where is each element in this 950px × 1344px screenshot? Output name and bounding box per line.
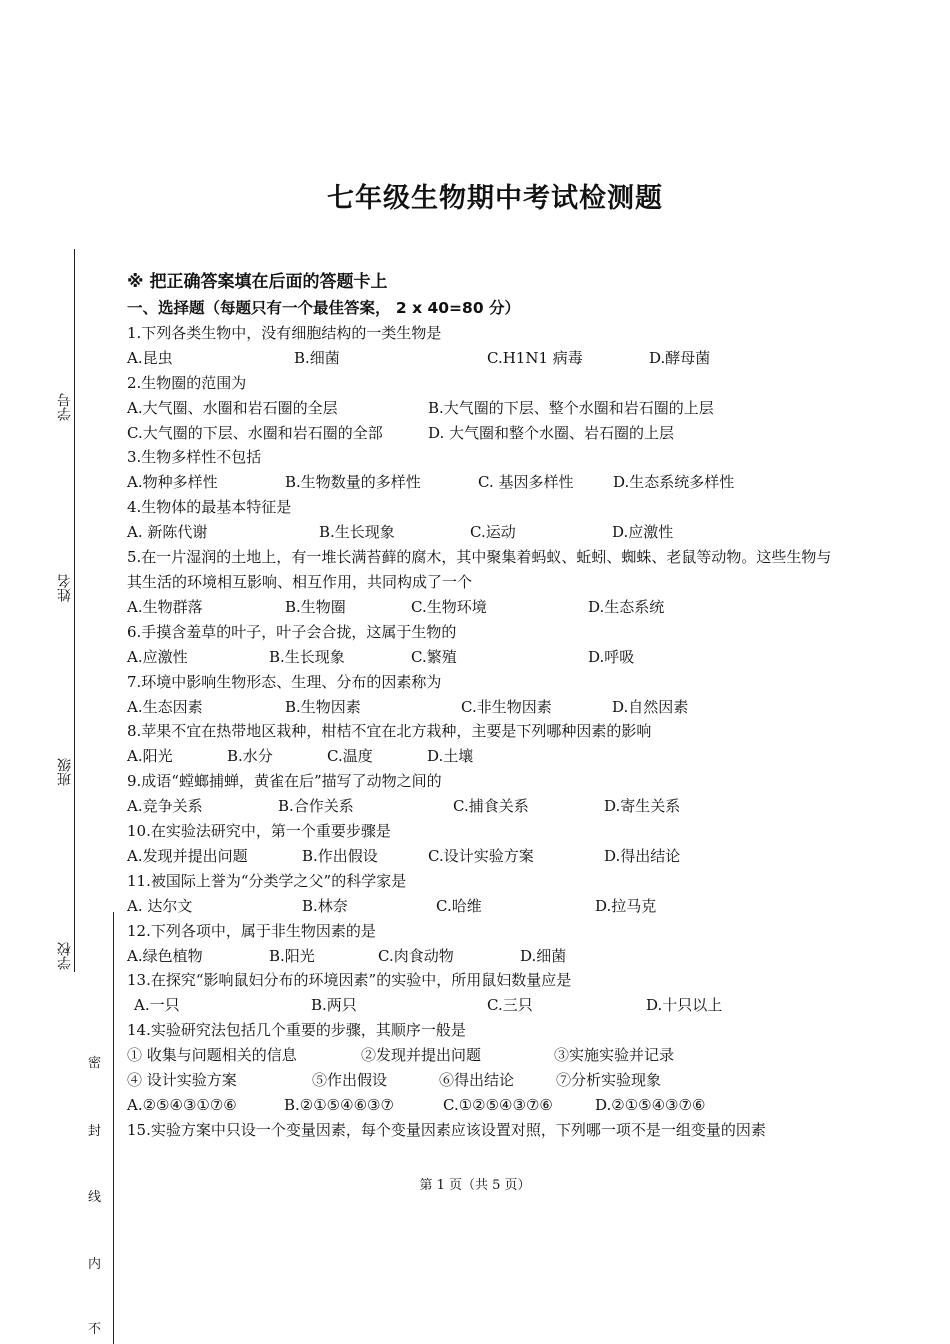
option-b: B.水分 — [227, 747, 273, 766]
question-13: 13.在探究“影响鼠妇分布的环境因素”的实验中，所用鼠妇数量应是 — [127, 971, 572, 990]
option-b: B.生长现象 — [319, 523, 395, 542]
option-b: B.生物圈 — [285, 597, 346, 616]
option-c: C.设计实验方案 — [428, 846, 534, 865]
option-d: D.呼吸 — [588, 647, 635, 666]
option-d: D.应激性 — [612, 523, 674, 542]
option-a: A. 达尔文 — [127, 896, 193, 915]
step-2: ②发现并提出问题 — [361, 1046, 482, 1065]
option-d: D.土壤 — [427, 747, 474, 766]
option-d: D.十只以上 — [646, 996, 723, 1015]
steps-14a — [127, 1043, 832, 1068]
option-b: B.生物因素 — [285, 697, 361, 716]
options-2 — [127, 396, 832, 421]
section-heading: 一、选择题（每题只有一个最佳答案， 2 x 40=80 分） — [127, 299, 520, 317]
option-d: D.②①⑤④③⑦⑥ — [595, 1096, 706, 1114]
options-5 — [127, 595, 832, 620]
step-6: ⑥得出结论 — [439, 1071, 515, 1090]
option-a: A.大气圈、水圈和岩石圈的全层 — [127, 398, 338, 417]
question-10: 10.在实验法研究中，第一个重要步骤是 — [127, 822, 391, 841]
steps-14b — [127, 1068, 832, 1093]
question-11: 11.被国际上誉为“分类学之父”的科学家是 — [127, 871, 407, 890]
options-14 — [127, 1093, 832, 1118]
option-c: C. 基因多样性 — [478, 473, 574, 492]
option-c: C.哈维 — [436, 896, 482, 915]
step-5: ⑤作出假设 — [312, 1071, 388, 1090]
question-12: 12.下列各项中，属于非生物因素的是 — [127, 921, 376, 940]
option-a: A.阳光 — [127, 747, 173, 766]
option-a: A.生物群落 — [127, 597, 203, 616]
answer-notice: ※ 把正确答案填在后面的答题卡上 — [127, 272, 388, 292]
option-a: A.竞争关系 — [127, 797, 203, 816]
option-a: A.昆虫 — [127, 348, 173, 367]
page-footer: 第 1 页（共 5 页） — [419, 1178, 531, 1193]
option-b: B.生长现象 — [269, 647, 345, 666]
options-4 — [127, 520, 832, 545]
options-9 — [127, 794, 832, 819]
option-d: D.自然因素 — [612, 697, 689, 716]
binding-line — [74, 249, 75, 972]
options-12 — [127, 944, 832, 969]
school-label: 学校 — [57, 942, 73, 970]
option-c: C.肉食动物 — [378, 946, 454, 965]
question-5: 5.在一片湿润的土地上，有一堆长满苔藓的腐木，其中聚集着蚂蚁、蚯蚓、蜘蛛、老鼠等动物。这些生物与其生活的环境相互影响、相互作用，共同构成了一个 — [127, 548, 832, 591]
option-d: D.寄生关系 — [604, 797, 681, 816]
question-7: 7.环境中影响生物形态、生理、分布的因素称为 — [127, 672, 442, 691]
option-b: B.大气圈的下层、整个水圈和岩石圈的上层 — [428, 398, 714, 417]
class-label: 班级 — [57, 758, 73, 786]
option-a: A.生态因素 — [127, 697, 203, 716]
question-4: 4.生物体的最基本特征是 — [127, 498, 292, 517]
options-8 — [127, 744, 832, 769]
option-c: C.捕食关系 — [453, 797, 529, 816]
question-6: 6.手摸含羞草的叶子，叶子会合拢，这属于生物的 — [127, 622, 457, 641]
option-b: B.合作关系 — [278, 797, 354, 816]
option-c: C.温度 — [327, 747, 373, 766]
seal-char: 不 — [88, 1322, 102, 1337]
option-b: B.两只 — [311, 996, 357, 1015]
options-3 — [127, 470, 832, 495]
option-c: C.①②⑤④③⑦⑥ — [443, 1096, 553, 1114]
name-label: 姓名 — [57, 574, 73, 602]
step-7: ⑦分析实验现象 — [556, 1071, 662, 1090]
option-b: B.林奈 — [302, 896, 348, 915]
option-a: A.一只 — [134, 996, 180, 1015]
option-b: B.②①⑤④⑥③⑦ — [284, 1096, 394, 1114]
option-d: D.生态系统 — [588, 597, 665, 616]
question-1: 1.下列各类生物中，没有细胞结构的一类生物是 — [127, 323, 442, 342]
question-9: 9.成语“螳螂捕蝉，黄雀在后”描写了动物之间的 — [127, 772, 442, 791]
option-c: C.运动 — [470, 523, 516, 542]
option-b: B.生物数量的多样性 — [285, 473, 421, 492]
page-title: 七年级生物期中考试检测题 — [327, 183, 663, 214]
step-4: ④ 设计实验方案 — [127, 1071, 237, 1090]
option-c: C.H1N1 病毒 — [487, 348, 583, 367]
option-a: A.发现并提出问题 — [127, 846, 248, 865]
option-b: B.细菌 — [294, 348, 340, 367]
question-list — [127, 268, 832, 1143]
question-2: 2.生物圈的范围为 — [127, 373, 247, 392]
option-c: C.生物环境 — [411, 597, 487, 616]
option-c: C.非生物因素 — [461, 697, 552, 716]
options-10 — [127, 844, 832, 869]
option-b: B.作出假设 — [302, 846, 378, 865]
option-a: A. 新陈代谢 — [127, 523, 208, 542]
option-d: D.拉马克 — [595, 896, 657, 915]
seal-char: 密 — [88, 1056, 102, 1071]
option-a: A.物种多样性 — [127, 473, 218, 492]
option-c: C.繁殖 — [411, 647, 457, 666]
question-3: 3.生物多样性不包括 — [127, 448, 262, 467]
options-7 — [127, 695, 832, 720]
student-id-label: 学号 — [57, 393, 73, 421]
step-3: ③实施实验并记录 — [554, 1046, 675, 1065]
options-1 — [127, 346, 832, 371]
option-c: C.大气圈的下层、水圈和岩石圈的全部 — [127, 423, 383, 442]
seal-char: 封 — [88, 1124, 102, 1139]
options-2b — [127, 421, 832, 446]
option-b: B.阳光 — [269, 946, 315, 965]
option-a: A.②⑤④③①⑦⑥ — [127, 1096, 237, 1114]
option-d: D.得出结论 — [604, 846, 681, 865]
option-a: A.绿色植物 — [127, 946, 203, 965]
option-d: D.生态系统多样性 — [613, 473, 735, 492]
options-11 — [127, 894, 832, 919]
question-15: 15.实验方案中只设一个变量因素，每个变量因素应该设置对照，下列哪一项不是一组变量的因素 — [127, 1120, 766, 1139]
step-1: ① 收集与问题相关的信息 — [127, 1046, 297, 1065]
option-c: C.三只 — [487, 996, 533, 1015]
options-13 — [127, 993, 832, 1018]
option-d: D.细菌 — [520, 946, 567, 965]
option-d: D.酵母菌 — [649, 348, 711, 367]
binding-line-inner — [113, 912, 114, 1344]
option-d: D. 大气圈和整个水圈、岩石圈的上层 — [428, 423, 675, 442]
question-14: 14.实验研究法包括几个重要的步骤，其顺序一般是 — [127, 1021, 466, 1040]
question-8: 8.苹果不宜在热带地区栽种，柑桔不宜在北方栽种，主要是下列哪种因素的影响 — [127, 722, 652, 741]
seal-char: 内 — [88, 1257, 102, 1272]
options-6 — [127, 645, 832, 670]
seal-char: 线 — [88, 1190, 102, 1205]
option-a: A.应激性 — [127, 647, 188, 666]
